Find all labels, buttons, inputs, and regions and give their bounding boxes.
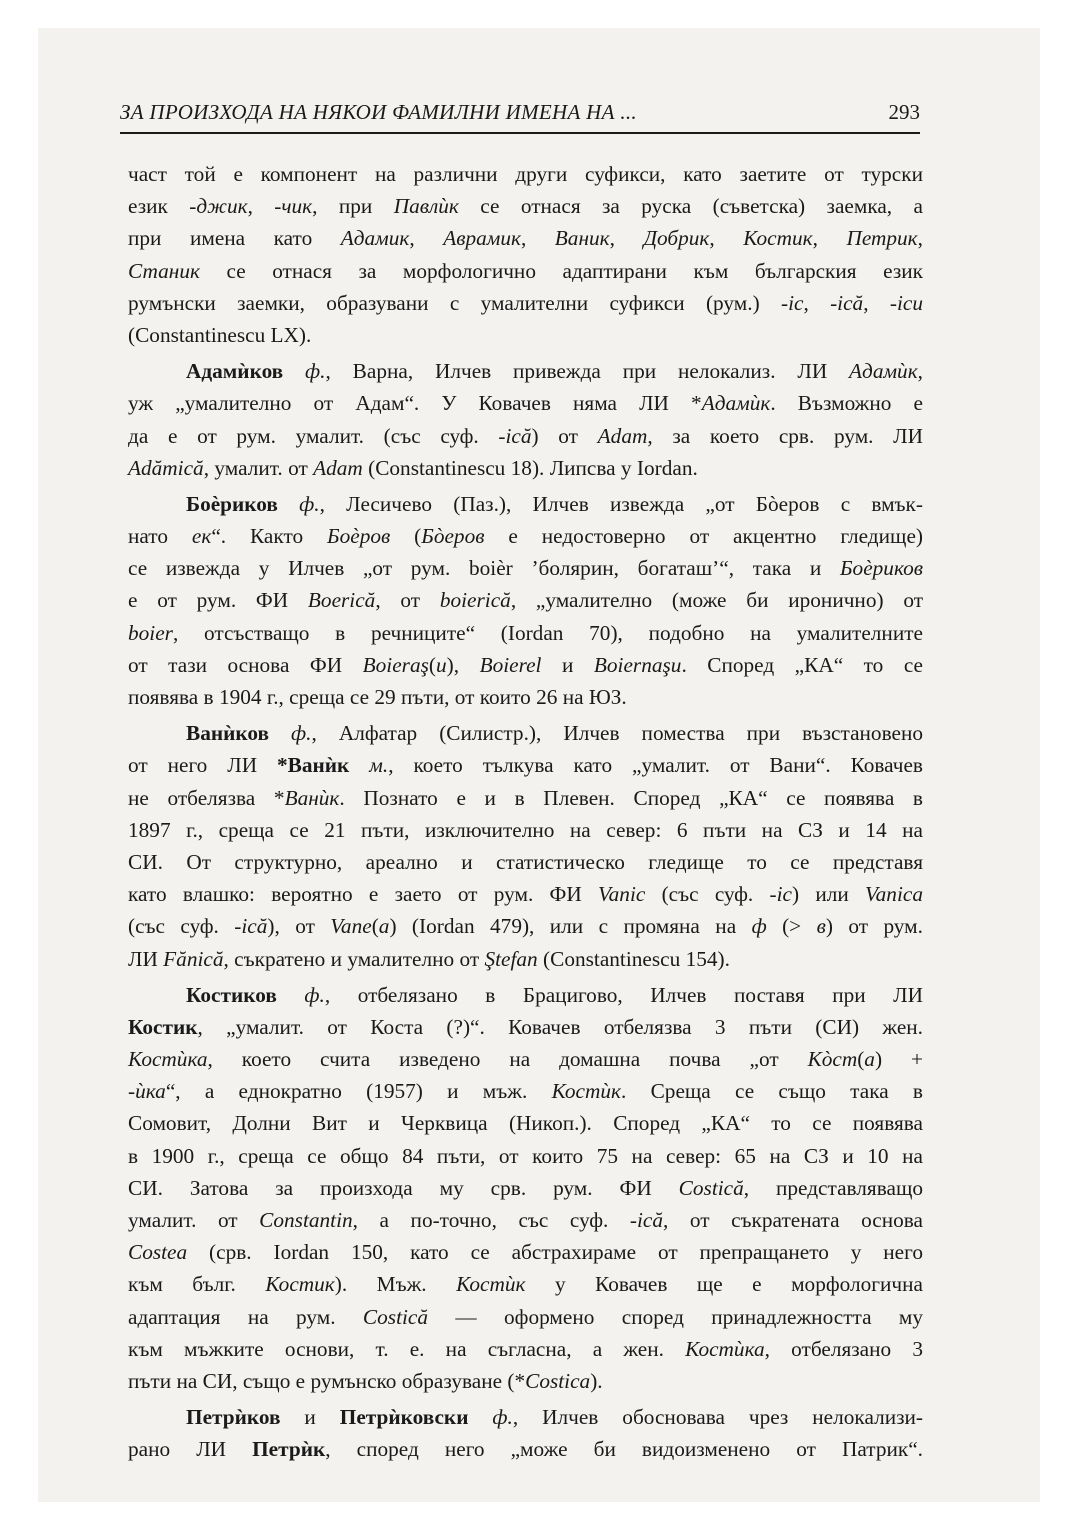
text-line: пъти на СИ, също е румънско образуване (*Costica). [128,1368,603,1393]
text-line: Костѝка, което счита изведено на домашна почва „от Кòст(а) + [128,1047,923,1072]
text-line: от тази основа ФИ Boieraş(u), Boierel и Boiernaşu. Според „КА“ то се [128,652,923,677]
running-title: ЗА ПРОИЗХОДА НА НЯКОИ ФАМИЛНИ ИМЕНА НА ... [120,100,637,124]
text-line: СИ. От структурно, ареално и статистическо гледище то се представя [128,849,923,874]
text-line: boier, отсъстващо в речниците“ (Iordan 70), подобно на умалителните [128,620,923,645]
text-line: ЛИ Fănică, съкратено и умалително от Ştefan (Constantinescu 154). [128,946,730,971]
text-line: появява в 1904 г., среща се 29 пъти, от които 26 на ЮЗ. [128,685,627,709]
text-line: Костик, „умалит. от Коста (?)“. Ковачев отбелязва 3 пъти (СИ) жен. [128,1014,923,1039]
text-line: 1897 г., среща се 21 пъти, изключително на север: 6 пъти на СЗ и 14 на [128,817,923,842]
text-line: Сомовит, Долни Вит и Черквица (Никоп.). Според „КА“ то се появява [128,1111,923,1136]
text-line: Costea (срв. Iordan 150, като се абстрахираме от препращането у него [128,1240,923,1265]
text-line: език -джик, -чик, при Павлѝк се отнася за руска (съветска) заемка, а [128,194,923,219]
text-line: от него ЛИ *Ванѝк м., което тълкува като „умалит. от Вани“. Ковачев [128,753,923,778]
text-line: към бълг. Костик). Мъж. Костѝк у Ковачев ще е морфологична [128,1272,923,1297]
text-line: Костиков ф., отбелязано в Брацигово, Илчев поставя при ЛИ [186,982,923,1007]
text-line: (със суф. -ică), от Vane(a) (Iordan 479), или с промяна на ф (> в) от рум. [128,914,923,939]
page-number: 293 [888,100,920,124]
text-line: не отбелязва *Ванѝк. Познато е и в Плевен. Според „КА“ се появява в [128,785,923,810]
text-line: към мъжките основи, т. е. на съгласна, а жен. Костѝка, отбелязано 3 [128,1336,923,1361]
text-line: като влашко: вероятно е заето от рум. ФИ Vanic (със суф. -ic) или Vanica [128,882,923,907]
text-line: Адамѝков ф., Варна, Илчев привежда при нелокализ. ЛИ Адамѝк, [186,359,923,384]
text-line: Станик се отнася за морфологично адаптирани към българския език [128,258,923,283]
text-line: -ѝка“, а еднократно (1957) и мъж. Костѝк. Среща се също така в [128,1079,923,1104]
text-line: при имена като Адамик, Аврамик, Ваник, Добрик, Костик, Петрик, [128,226,923,251]
text-line: СИ. Затова за произхода му срв. рум. ФИ Costică, представляващо [128,1175,923,1200]
text-line: е от рум. ФИ Boerică, от boierică, „умалително (може би иронично) от [128,588,923,613]
text-line: нато ек“. Както Боѐров (Бòеров е недостоверно от акцентно гледище) [128,524,923,549]
text-line: румънски заемки, образувани с умалителни суфикси (рум.) -ic, -ică, -icu [128,290,923,315]
text-line: (Constantinescu LX). [128,322,312,347]
text-line: Боѐриков ф., Лесичево (Паз.), Илчев извежда „от Бòеров с вмък- [186,491,923,516]
text-line: Петрѝков и Петрѝковски ф., Илчев обосновава чрез нелокализи- [186,1405,924,1430]
running-header [120,100,920,136]
text-line: рано ЛИ Петрѝк, според него „може би видоизменено от Патрик“. [128,1437,923,1462]
text-line: уж „умалително от Адам“. У Ковачев няма ЛИ *Адамѝк. Възможно е [128,391,923,416]
body-text [128,158,923,1466]
text-line: в 1900 г., среща се общо 84 пъти, от които 75 на север: 65 на СЗ и 10 на [128,1143,923,1168]
text-line: Adămică, умалит. от Adam (Constantinescu 18). Липсва у Iordan. [128,455,698,480]
header-rule [120,132,920,134]
text-line: да е от рум. умалит. (със суф. -ică) от Adam, за което срв. рум. ЛИ [128,423,923,448]
text-line: част той е компонент на различни други суфикси, като заетите от турски [128,162,923,186]
text-line: умалит. от Constantin, а по-точно, със суф. -ică, от съкратената основа [128,1208,923,1232]
text-line: Ванѝков ф., Алфатар (Силистр.), Илчев помества при възстановено [186,721,923,746]
text-line: адаптация на рум. Costică — оформено според принадлежността му [128,1304,924,1329]
text-line: се извежда у Илчев „от рум. boièr ’болярин, богаташ’“, така и Боѐриков [128,556,923,581]
